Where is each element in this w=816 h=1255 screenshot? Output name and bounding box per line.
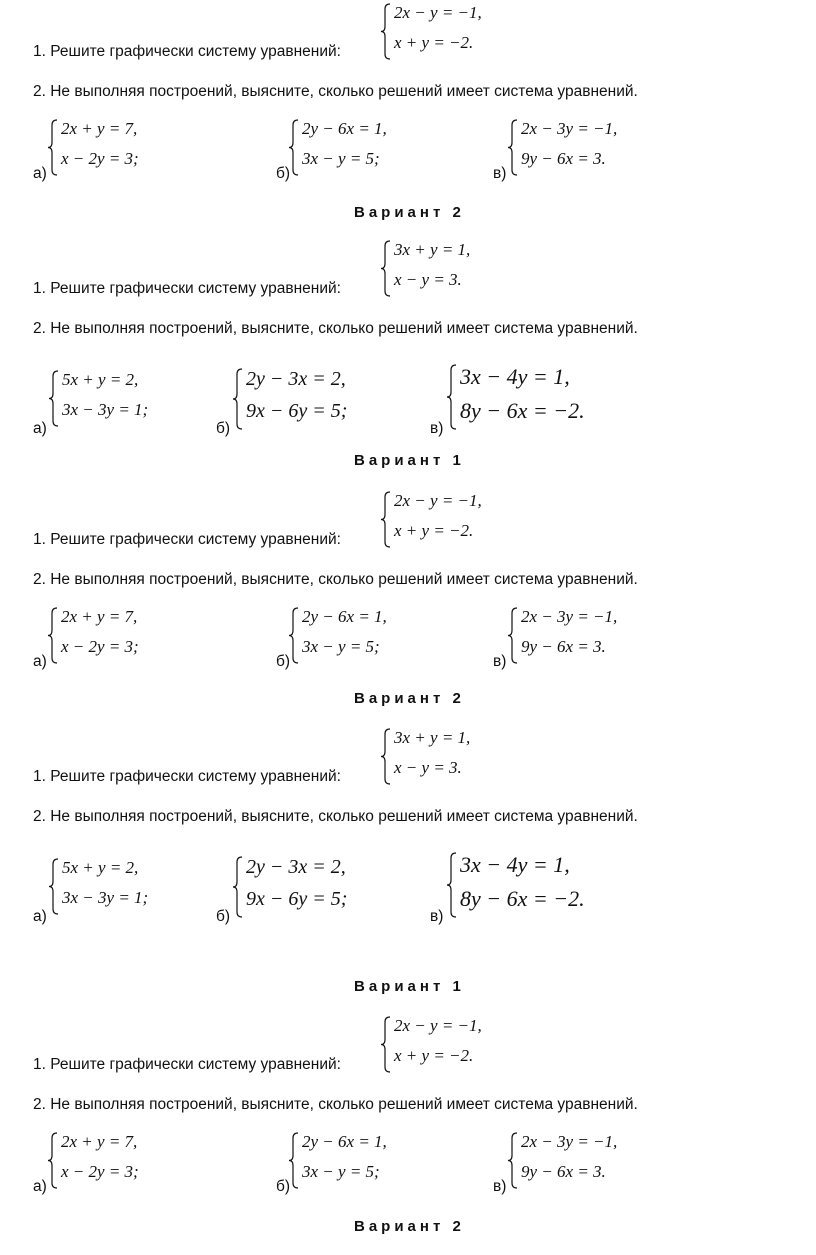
- label-c: в): [493, 165, 507, 182]
- curly-brace-icon: [380, 1016, 392, 1073]
- curly-brace-icon: [446, 364, 458, 430]
- equation-line: x − y = 3.: [394, 758, 462, 777]
- label-b: б): [216, 908, 231, 925]
- task2-label: 2. Не выполняя построений, выясните, сколько решений имеет система уравнений.: [33, 571, 638, 588]
- task1-label: 1. Решите графически систему уравнений:: [33, 43, 341, 60]
- curly-brace-icon: [507, 607, 519, 664]
- curly-brace-icon: [48, 858, 60, 915]
- equation-line: 3x + y = 1,: [394, 728, 471, 747]
- equation-line: 9y − 6x = 3.: [521, 637, 606, 656]
- curly-brace-icon: [507, 1132, 519, 1189]
- equation-line: 2y − 3x = 2,: [246, 368, 346, 390]
- label-c: в): [430, 908, 444, 925]
- curly-brace-icon: [380, 240, 392, 297]
- label-b: б): [276, 165, 291, 182]
- curly-brace-icon: [47, 119, 59, 176]
- variant-title: Вариант 2: [354, 690, 465, 707]
- curly-brace-icon: [446, 852, 458, 918]
- equation-line: 2x − 3y = −1,: [521, 119, 618, 138]
- task2-label: 2. Не выполняя построений, выясните, сколько решений имеет система уравнений.: [33, 320, 638, 337]
- label-c: в): [430, 420, 444, 437]
- equation-line: 2x + y = 7,: [61, 607, 138, 626]
- equation-line: 9x − 6y = 5;: [246, 400, 348, 422]
- equation-line: 2y − 3x = 2,: [246, 856, 346, 878]
- equation-line: x − 2y = 3;: [61, 149, 139, 168]
- equation-line: 3x − 4y = 1,: [460, 364, 570, 389]
- variant-title: Вариант 2: [354, 1218, 465, 1235]
- curly-brace-icon: [232, 368, 244, 430]
- curly-brace-icon: [380, 3, 392, 60]
- label-a: а): [33, 1178, 47, 1195]
- variant-title: Вариант 1: [354, 452, 465, 469]
- equation-line: 2y − 6x = 1,: [302, 119, 387, 138]
- equation-line: 9y − 6x = 3.: [521, 1162, 606, 1181]
- equation-line: 2x − 3y = −1,: [521, 607, 618, 626]
- label-c: в): [493, 653, 507, 670]
- label-a: а): [33, 420, 47, 437]
- equation-line: 3x − y = 5;: [302, 1162, 380, 1181]
- equation-line: 3x − 3y = 1;: [62, 888, 149, 907]
- equation-line: x − 2y = 3;: [61, 1162, 139, 1181]
- task1-label: 1. Решите графически систему уравнений:: [33, 280, 341, 297]
- equation-line: 2x − y = −1,: [394, 1016, 482, 1035]
- task2-label: 2. Не выполняя построений, выясните, сколько решений имеет система уравнений.: [33, 1096, 638, 1113]
- label-b: б): [216, 420, 231, 437]
- equation-line: 2y − 6x = 1,: [302, 1132, 387, 1151]
- curly-brace-icon: [507, 119, 519, 176]
- task2-label: 2. Не выполняя построений, выясните, сколько решений имеет система уравнений.: [33, 808, 638, 825]
- equation-line: 8y − 6x = −2.: [460, 886, 585, 911]
- equation-line: 2y − 6x = 1,: [302, 607, 387, 626]
- equation-line: x + y = −2.: [394, 521, 474, 540]
- variant-title: Вариант 2: [354, 204, 465, 221]
- label-b: б): [276, 653, 291, 670]
- equation-line: x + y = −2.: [394, 33, 474, 52]
- label-b: б): [276, 1178, 291, 1195]
- equation-line: 3x + y = 1,: [394, 240, 471, 259]
- label-c: в): [493, 1178, 507, 1195]
- equation-line: 2x − y = −1,: [394, 491, 482, 510]
- equation-line: 3x − y = 5;: [302, 637, 380, 656]
- curly-brace-icon: [380, 728, 392, 785]
- equation-line: 3x − 4y = 1,: [460, 852, 570, 877]
- equation-line: x + y = −2.: [394, 1046, 474, 1065]
- equation-line: 8y − 6x = −2.: [460, 398, 585, 423]
- equation-line: 3x − 3y = 1;: [62, 400, 149, 419]
- label-a: а): [33, 908, 47, 925]
- equation-line: x − y = 3.: [394, 270, 462, 289]
- variant-title: Вариант 1: [354, 978, 465, 995]
- curly-brace-icon: [48, 370, 60, 427]
- equation-line: 9y − 6x = 3.: [521, 149, 606, 168]
- equation-line: 2x + y = 7,: [61, 1132, 138, 1151]
- label-a: а): [33, 165, 47, 182]
- curly-brace-icon: [232, 856, 244, 918]
- equation-line: 9x − 6y = 5;: [246, 888, 348, 910]
- task2-label: 2. Не выполняя построений, выясните, сколько решений имеет система уравнений.: [33, 83, 638, 100]
- equation-line: 5x + y = 2,: [62, 370, 139, 389]
- curly-brace-icon: [47, 1132, 59, 1189]
- equation-line: 5x + y = 2,: [62, 858, 139, 877]
- equation-line: 2x + y = 7,: [61, 119, 138, 138]
- task1-label: 1. Решите графически систему уравнений:: [33, 768, 341, 785]
- equation-line: 2x − 3y = −1,: [521, 1132, 618, 1151]
- equation-line: 2x − y = −1,: [394, 3, 482, 22]
- task1-label: 1. Решите графически систему уравнений:: [33, 1056, 341, 1073]
- curly-brace-icon: [380, 491, 392, 548]
- equation-line: 3x − y = 5;: [302, 149, 380, 168]
- equation-line: x − 2y = 3;: [61, 637, 139, 656]
- task1-label: 1. Решите графически систему уравнений:: [33, 531, 341, 548]
- label-a: а): [33, 653, 47, 670]
- curly-brace-icon: [47, 607, 59, 664]
